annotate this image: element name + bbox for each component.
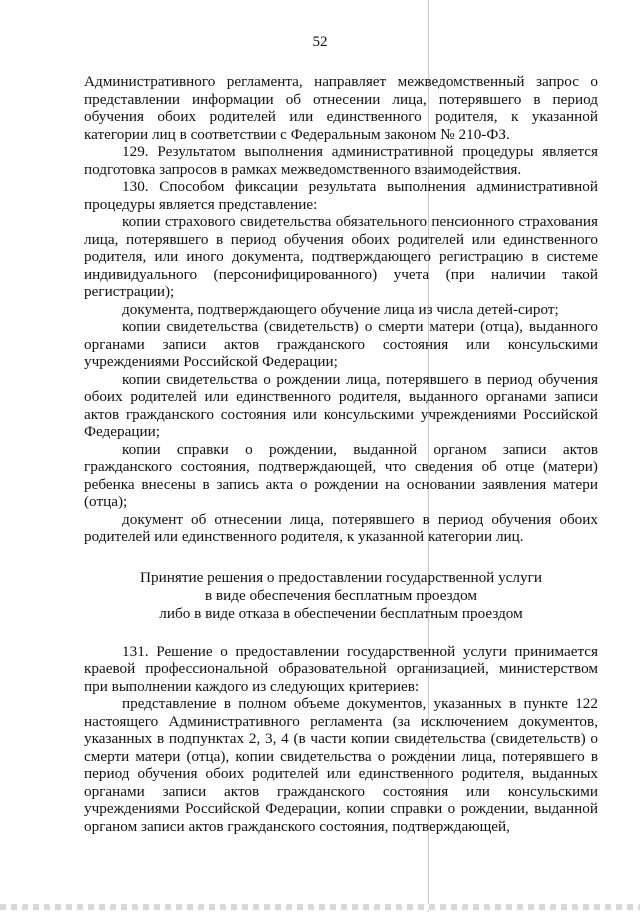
paragraph-continuation: Административного регламента, направляет межведомственный запрос о представлении информации об отнесении лица, потерявшего в период обучения обоих родителей или единственного родителя, к указанной категории лиц в соответствии с Федеральным законом № 210-ФЗ. <box>84 73 598 143</box>
section-heading-line: в виде обеспечения бесплатным проездом <box>204 586 478 604</box>
paragraph-129: 129. Результатом выполнения административной процедуры является подготовка запросов в рамках межведомственного взаимодействия. <box>84 143 598 178</box>
list-item-study-document: документа, подтверждающего обучение лица из числа детей-сирот; <box>122 300 559 318</box>
section-heading-line: либо в виде отказа в обеспечении бесплатным проездом <box>159 604 523 622</box>
document-body <box>84 73 598 835</box>
list-item-death-certificate: копии свидетельства (свидетельств) о смерти матери (отца), выданного органами записи актов гражданского состояния или консульскими учреждениями Российской Федерации; <box>84 318 598 370</box>
list-item-insurance-certificate: копии страхового свидетельства обязательного пенсионного страхования лица, потерявшего в период обучения обоих родителей или единственного родителя, или иного документа, подтверждающего регистрацию в системе индивидуального (персонифицированного) учета (при наличии такой регистрации); <box>84 213 598 300</box>
section-heading <box>84 569 598 623</box>
list-item-full-documents: представление в полном объеме документов, указанных в пункте 122 настоящего Административного регламента (за исключением документов, указанных в подпунктах 2, 3, 4 (в части копии свидетельства (свидетельств) о смерти матери (отца), копии свидетельства о рождении лица, потерявшего в период обучения обоих родителей или единственного родителя, выданных органами записи актов гражданского состояния или консульскими учреждениями Российской Федерации, копии справки о рождении, выданной органом записи актов гражданского состояния, подтверждающей, <box>84 695 598 835</box>
paragraph-130: 130. Способом фиксации результата выполнения административной процедуры является представление: <box>84 178 598 213</box>
list-item-birth-reference: копии справки о рождении, выданной органом записи актов гражданского состояния, подтверждающей, что сведения об отце (матери) ребенка внесены в запись акта о рождении на основании заявления матери (отца); <box>84 440 598 510</box>
page-number: 52 <box>312 34 328 50</box>
scan-bottom-edge <box>0 904 640 910</box>
list-item-category-document: документ об отнесении лица, потерявшего в период обучения обоих родителей или единственного родителя, к указанной категории лиц. <box>84 510 598 545</box>
paragraph-131: 131. Решение о предоставлении государственной услуги принимается краевой профессиональной образовательной организацией, министерством при выполнении каждого из следующих критериев: <box>84 642 598 695</box>
section-heading-line: Принятие решения о предоставлении государственной услуги <box>140 568 542 586</box>
list-item-birth-certificate: копии свидетельства о рождении лица, потерявшего в период обучения обоих родителей или единственного родителя, выданного органами записи актов гражданского состояния или консульскими учреждениями Российской Федерации; <box>84 370 598 440</box>
